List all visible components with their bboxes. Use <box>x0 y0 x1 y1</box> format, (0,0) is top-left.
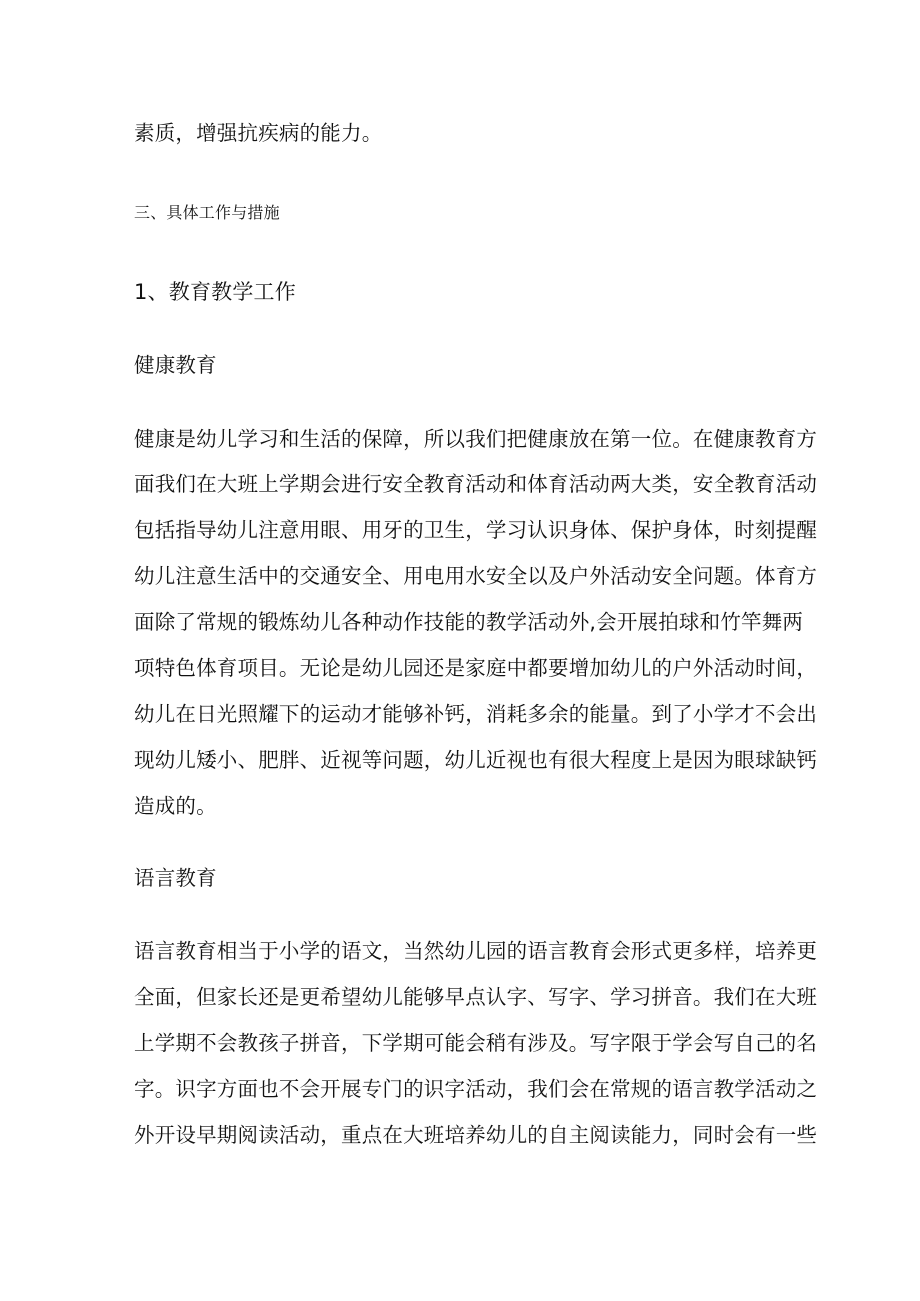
topic-heading-health: 健康教育 <box>134 353 217 377</box>
paragraph-line: 项特色体育项目。无论是幼儿园还是家庭中都要增加幼儿的户外活动时间， <box>134 656 818 680</box>
paragraph-line: 面除了常规的锻炼幼儿各种动作技能的教学活动外,会开展拍球和竹竿舞两 <box>134 610 804 634</box>
paragraph-line: 全面，但家长还是更希望幼儿能够早点认字、写字、学习拼音。我们在大班 <box>134 985 818 1009</box>
section-heading: 三、具体工作与措施 <box>134 203 280 222</box>
paragraph-line: 幼儿在日光照耀下的运动才能够补钙，消耗多余的能量。到了小学才不会出 <box>134 702 818 726</box>
paragraph-line: 包括指导幼儿注意用眼、用牙的卫生，学习认识身体、保护身体，时刻提醒 <box>134 518 818 542</box>
paragraph-line: 外开设早期阅读活动，重点在大班培养幼儿的自主阅读能力，同时会有一些 <box>134 1123 818 1147</box>
paragraph-line: 上学期不会教孩子拼音，下学期可能会稍有涉及。写字限于学会写自己的名 <box>134 1031 818 1055</box>
paragraph-line: 面我们在大班上学期会进行安全教育活动和体育活动两大类，安全教育活动 <box>134 472 818 496</box>
subsection-heading: 1、教育教学工作 <box>134 280 296 304</box>
paragraph-line: 健康是幼儿学习和生活的保障，所以我们把健康放在第一位。在健康教育方 <box>134 427 818 451</box>
paragraph-line: 语言教育相当于小学的语文，当然幼儿园的语言教育会形式更多样，培养更 <box>134 939 818 963</box>
paragraph-line: 字。识字方面也不会开展专门的识字活动，我们会在常规的语言教学活动之 <box>134 1077 818 1101</box>
paragraph-line: 造成的。 <box>134 794 217 818</box>
paragraph-line: 素质，增强抗疾病的能力。 <box>134 121 383 145</box>
paragraph-line: 幼儿注意生活中的交通安全、用电用水安全以及户外活动安全问题。体育方 <box>134 564 818 588</box>
topic-heading-language: 语言教育 <box>134 866 217 890</box>
paragraph-line: 现幼儿矮小、肥胖、近视等问题，幼儿近视也有很大程度上是因为眼球缺钙 <box>134 748 818 772</box>
